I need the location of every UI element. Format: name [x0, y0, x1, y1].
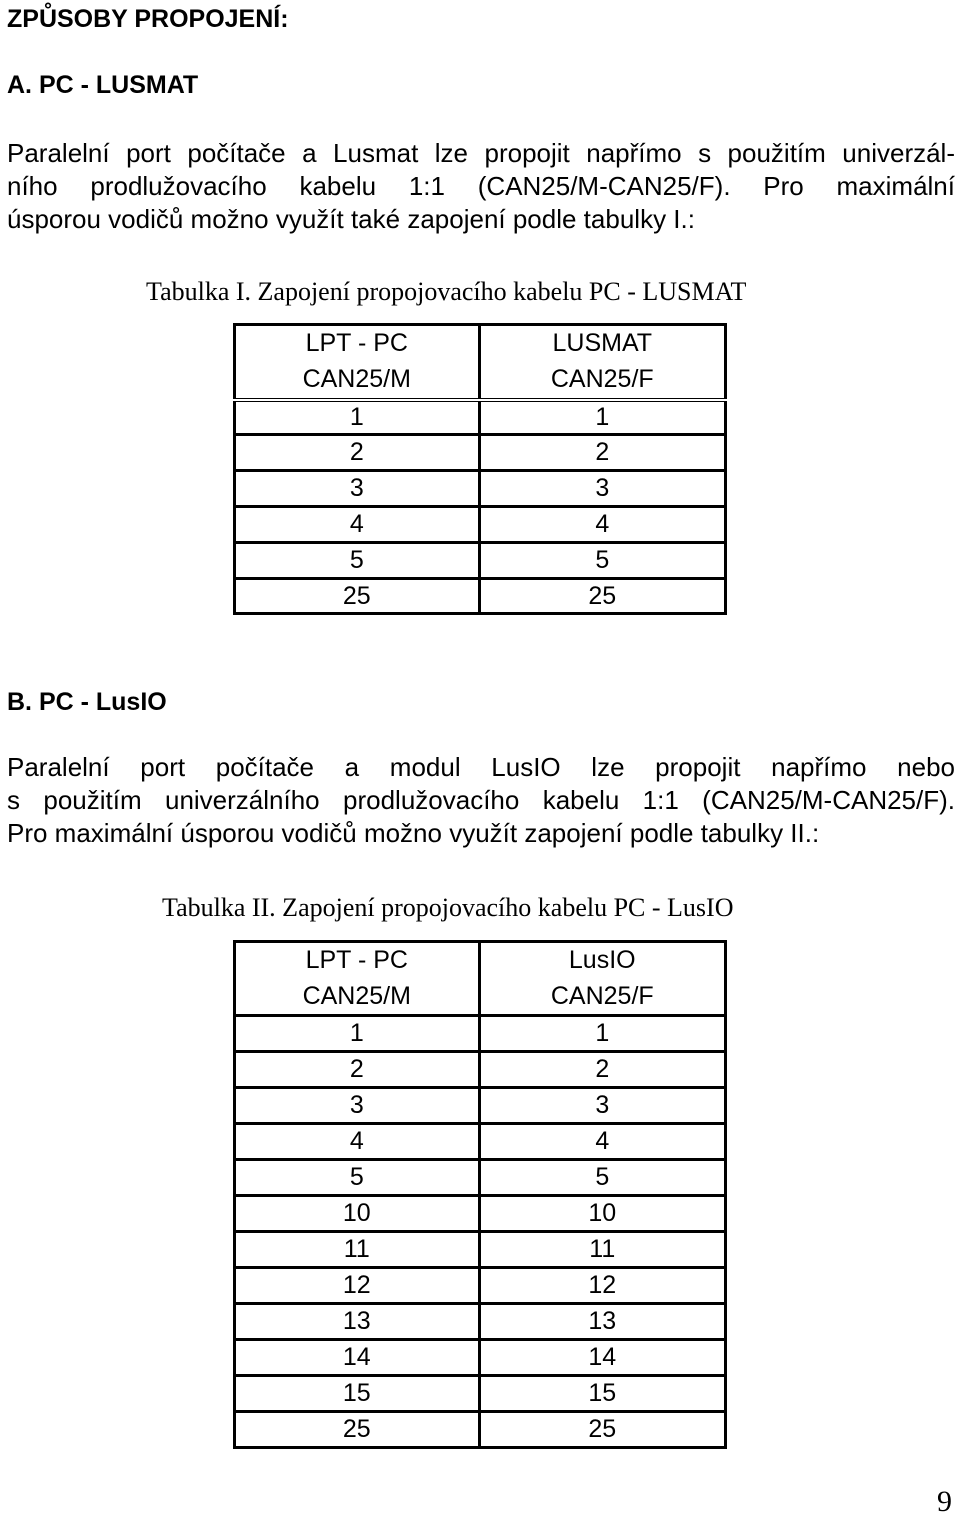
table-cell: 11 — [479, 1232, 725, 1268]
table-row — [235, 543, 726, 579]
table-row — [235, 1268, 726, 1304]
paragraph-line: Paralelní port počítače a Lusmat lze propojit napřímo s použitím univerzál- — [7, 138, 955, 168]
table-header-cell: CAN25/M — [235, 979, 480, 1016]
table-cell: 5 — [479, 1160, 725, 1196]
table-row — [235, 1196, 726, 1232]
table-1-caption: Tabulka I. Zapojení propojovacího kabelu PC - LUSMAT — [146, 277, 747, 306]
table-row — [235, 1232, 726, 1268]
table-header-cell: LPT - PC — [235, 942, 480, 979]
table-cell: 3 — [235, 1088, 480, 1124]
table-cell: 10 — [479, 1196, 725, 1232]
table-row — [235, 579, 726, 614]
table-row — [235, 1088, 726, 1124]
table-cell: 2 — [235, 435, 480, 471]
paragraph-line: Paralelní port počítače a modul LusIO lze propojit napřímo nebo — [7, 752, 955, 782]
table-cell: 4 — [479, 507, 725, 543]
section-a-paragraph — [7, 137, 955, 236]
table-row — [235, 1124, 726, 1160]
section-b-title: B. PC - LusIO — [7, 688, 167, 716]
table-row — [235, 1016, 726, 1052]
table-row — [235, 1340, 726, 1376]
page-heading: ZPŮSOBY PROPOJENÍ: — [7, 5, 289, 33]
table-cell: 25 — [235, 579, 480, 614]
table-row — [235, 1160, 726, 1196]
table-row — [235, 1412, 726, 1448]
table-header-cell: LPT - PC — [235, 325, 480, 362]
table-cell: 4 — [479, 1124, 725, 1160]
table-2-caption: Tabulka II. Zapojení propojovacího kabelu PC - LusIO — [162, 893, 734, 922]
table-header-cell: CAN25/M — [235, 362, 480, 400]
table-row — [235, 1376, 726, 1412]
table-2 — [233, 940, 727, 1449]
table-cell: 4 — [235, 507, 480, 543]
section-b-paragraph — [7, 751, 955, 850]
paragraph-line: Pro maximální úsporou vodičů možno využít zapojení podle tabulky II.: — [7, 818, 820, 848]
table-cell: 5 — [479, 543, 725, 579]
table-row — [235, 1052, 726, 1088]
table-cell: 4 — [235, 1124, 480, 1160]
table-header-cell: LusIO — [568, 946, 636, 975]
table-cell: 12 — [479, 1268, 725, 1304]
table-cell: 10 — [235, 1196, 480, 1232]
table-cell: 2 — [235, 1052, 480, 1088]
paragraph-line: s použitím univerzálního prodlužovacího kabelu 1:1 (CAN25/M-CAN25/F). — [7, 785, 955, 815]
table-cell: 3 — [235, 471, 480, 507]
table-row — [235, 400, 726, 435]
table-row — [235, 435, 726, 471]
table-cell: 1 — [479, 1016, 725, 1052]
paragraph-line: ního prodlužovacího kabelu 1:1 (CAN25/M-CAN25/F). Pro maximální — [7, 171, 955, 201]
table-cell: 25 — [588, 1415, 617, 1443]
table-cell: 1 — [235, 400, 480, 435]
table-cell: 2 — [479, 1052, 725, 1088]
table-row — [235, 507, 726, 543]
table-1 — [233, 323, 727, 615]
table-cell: 5 — [235, 543, 480, 579]
table-cell: 1 — [479, 400, 725, 435]
table-cell: 5 — [235, 1160, 480, 1196]
table-cell: 14 — [479, 1340, 725, 1376]
table-cell: 15 — [479, 1376, 725, 1412]
table-cell: 13 — [235, 1304, 480, 1340]
table-cell: 14 — [235, 1340, 480, 1376]
table-header-cell: LUSMAT — [552, 329, 653, 358]
table-cell: 15 — [235, 1376, 480, 1412]
table-cell: 2 — [479, 435, 725, 471]
table-row — [235, 471, 726, 507]
table-cell: 3 — [479, 1088, 725, 1124]
table-cell: 25 — [235, 1412, 480, 1448]
table-header-cell: CAN25/F — [479, 979, 725, 1016]
paragraph-line: úsporou vodičů možno využít také zapojení podle tabulky I.: — [7, 204, 695, 234]
section-a-title: A. PC - LUSMAT — [7, 71, 199, 99]
table-cell: 25 — [588, 581, 617, 610]
table-row — [235, 1304, 726, 1340]
page-number: 9 — [937, 1485, 952, 1518]
table-cell: 13 — [479, 1304, 725, 1340]
table-header-cell: CAN25/F — [479, 362, 725, 400]
table-cell: 12 — [235, 1268, 480, 1304]
table-cell: 3 — [479, 471, 725, 507]
table-cell: 11 — [235, 1232, 480, 1268]
table-cell: 1 — [235, 1016, 480, 1052]
